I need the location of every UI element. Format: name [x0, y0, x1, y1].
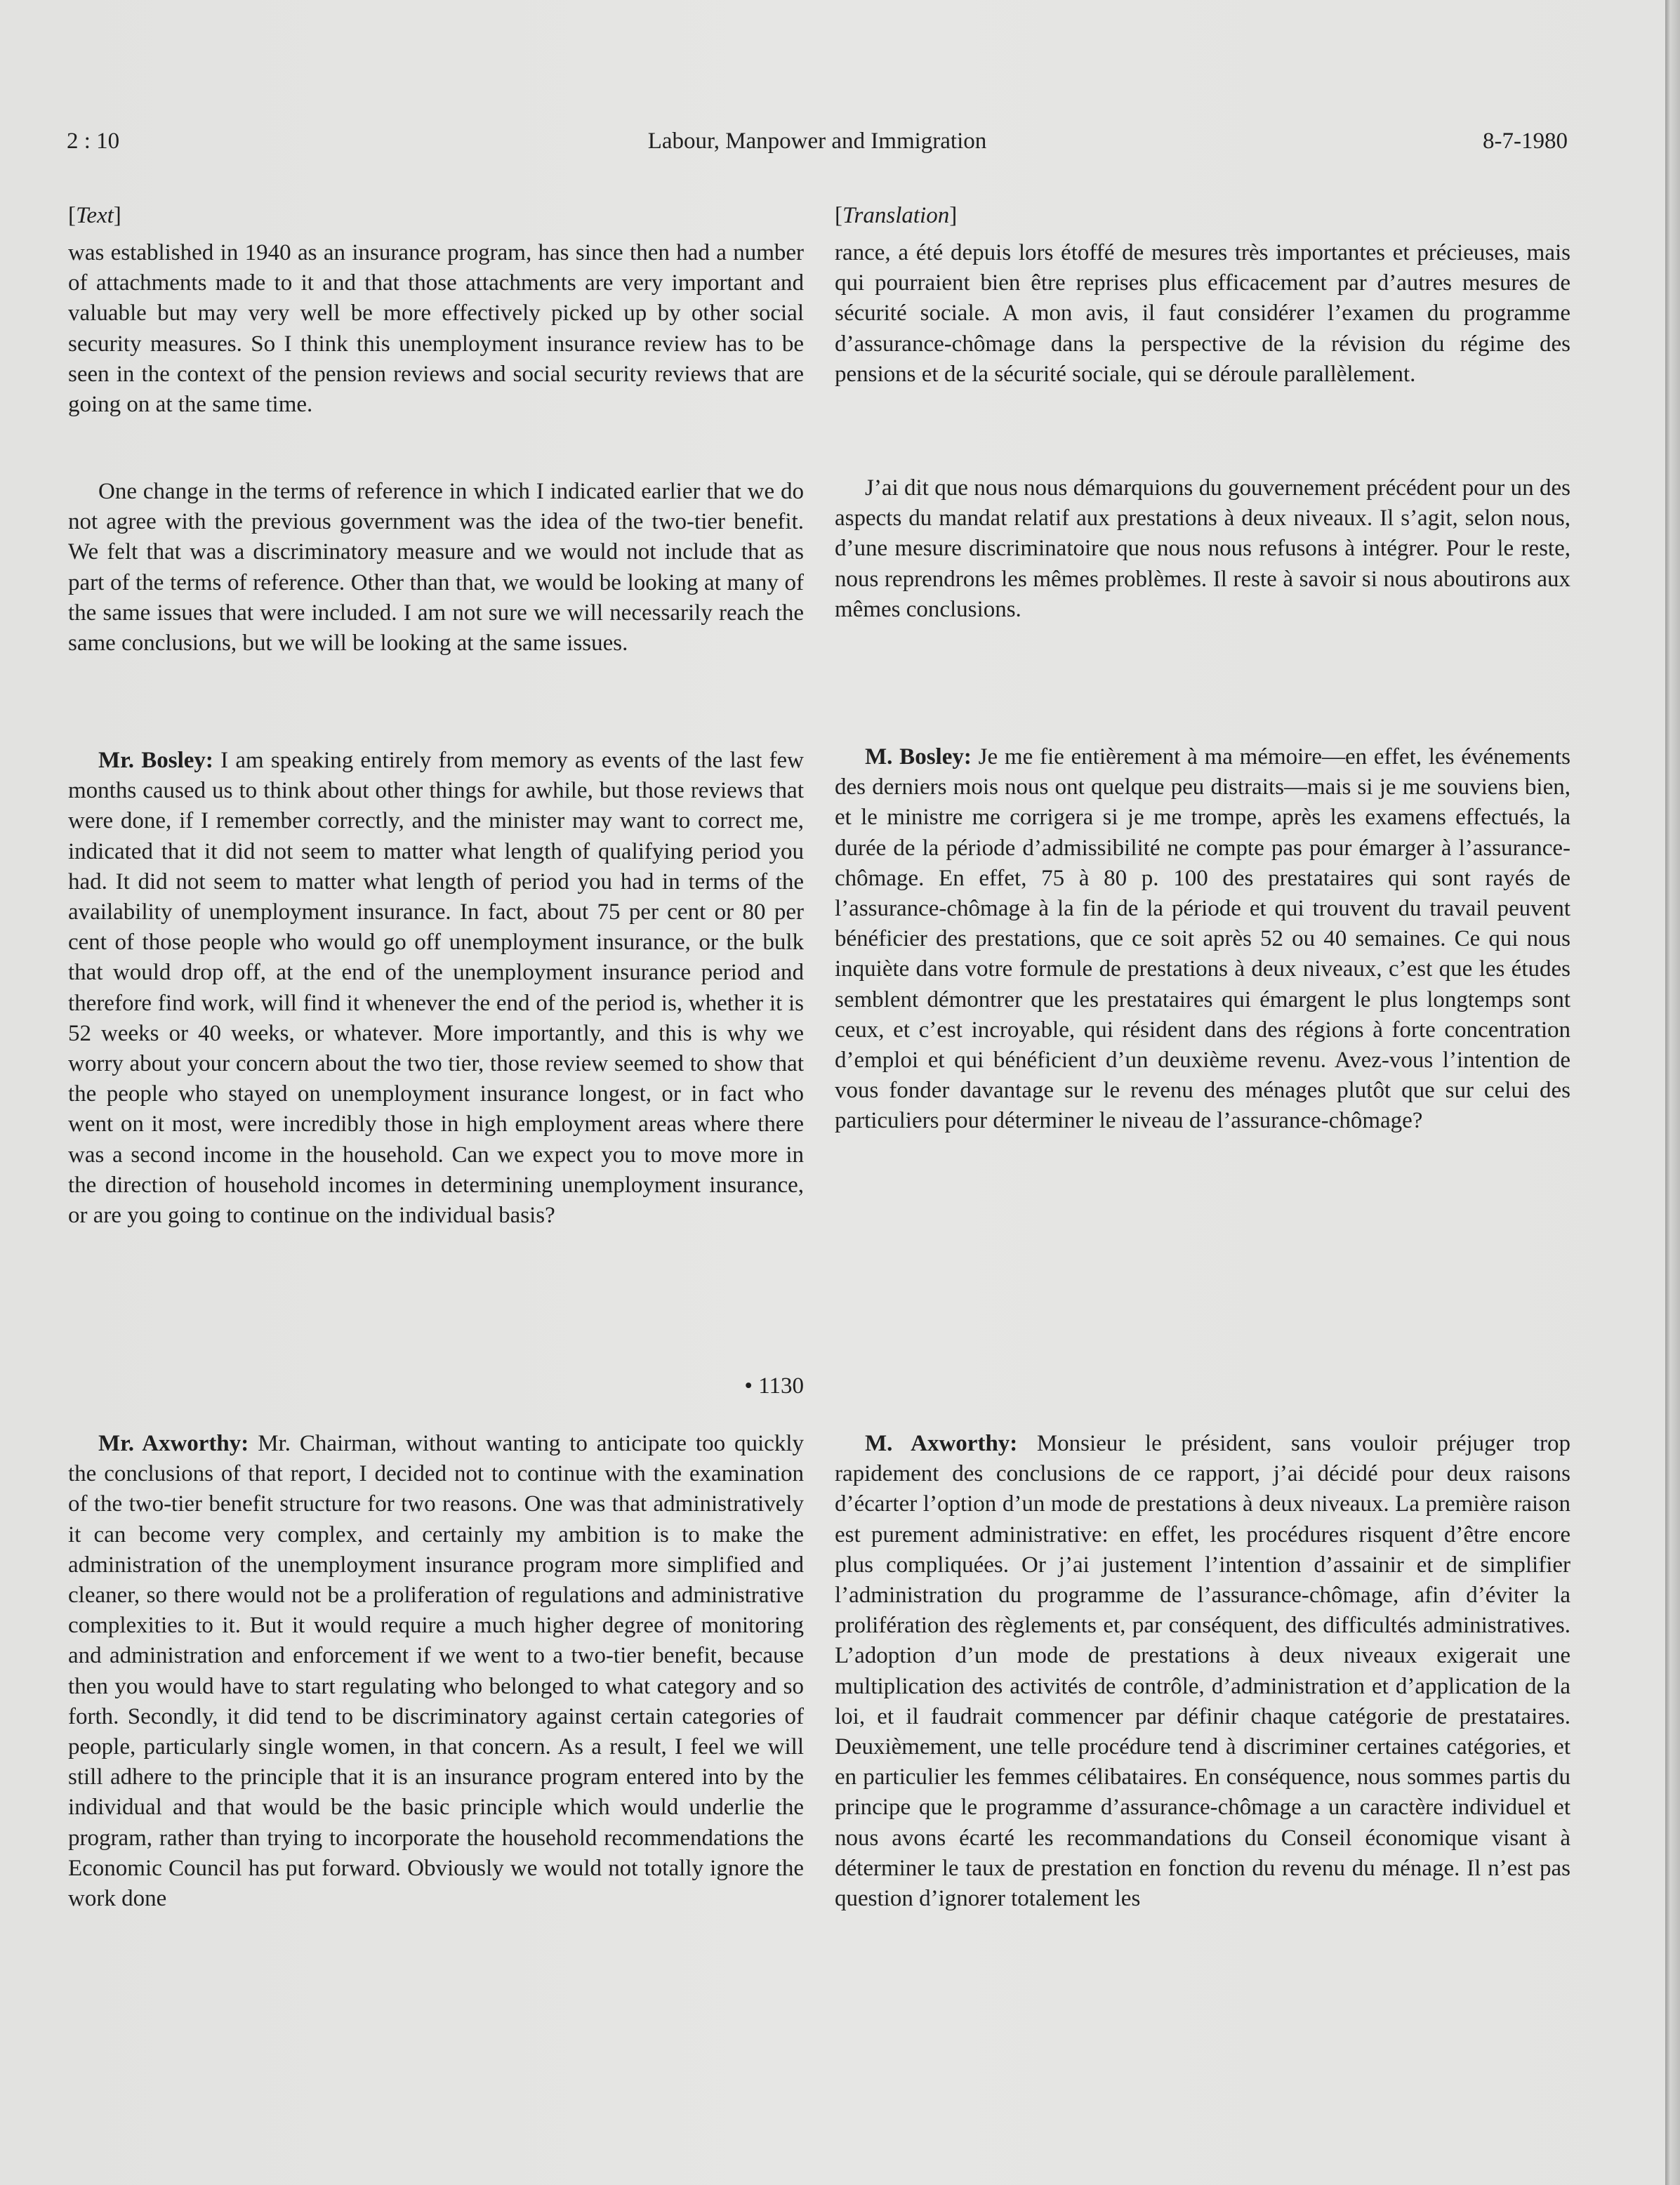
speech-bosley-fr: Je me fie entièrement à ma mémoire—en effet, les événements des derniers mois nous ont quelque peu distraits—mais si je me souviens bien, et le ministre me corrigera si je me trompe, après les examens effectués, la durée de la période d’admissibilité ne compte pas pour émarger à l’assurance-chômage. En effet, 75 à 80 p. 100 des prestataires qui sont rayés de l’assurance-chômage à la fin de la période et qui trouvent du travail peuvent bénéficier des prestations, que ce soit après 52 ou 40 semaines. Ce qui nous inquiète dans votre formule de prestations à deux niveaux, c’est que les études semblent démontrer que les prestataires qui émargent le plus longtemps sont ceux, et c’est incroyable, qui résident dans des régions à forte concentration d’emploi et qui bénéficient d’un deuxième revenu. Avez-vous l’intention de vous fonder davantage sur le revenu des ménages plutôt que sur celui des particuliers pour déterminer le niveau de l’assurance-chômage? — [835, 744, 1571, 1134]
english-paragraph-2: One change in the terms of reference in which I indicated earlier that we do not agree with the previous government was the idea of the two-tier benefit. We felt that was a discriminatory measure and we would not include that as part of the terms of reference. Other than that, we would be looking at many of the same issues that were included. I am not sure we will necessarily reach the same conclusions, but we will be looking at the same issues. — [68, 479, 804, 656]
time-marker: • 1130 — [744, 1373, 804, 1399]
speaker-bosley-en: Mr. Bosley: — [98, 748, 213, 773]
english-label: [Text] — [68, 203, 121, 228]
english-paragraph-1: was established in 1940 as an insurance program, has since then had a number of attachments made to it and that those attachments are very important and valuable but may very well be more effectively picked up by other social security measures. So I think this unemployment insurance review has to be seen in the context of the pension reviews and social security reviews that are going on at the same time. — [68, 240, 804, 418]
speech-bosley-en: I am speaking entirely from memory as events of the last few months caused us to think about other things for awhile, but those reviews that were done, if I remember correctly, and the minister may want to correct me, indicated that it did not seem to matter what length of qualifying period you had. It did not seem to matter what length of period you had in terms of the availability of unemployment insurance. In fact, about 75 per cent or 80 per cent of those people who would go off unemployment insurance, or the bulk that would drop off, at the end of the unemployment insurance period and therefore find work, will find it whenever the end of the period is, whether it is 52 weeks or 40 weeks, or whatever. More importantly, and this is why we worry about your concern about the two tier, those review seemed to show that the people who stayed on unemployment insurance longest, or in fact who went on it most, were incredibly those in high employment areas where there was a second income in the household. Can we expect you to move more in the direction of household incomes in determining unemployment insurance, or are you going to continue on the individual basis? — [68, 748, 804, 1229]
page-header — [67, 124, 1568, 159]
english-paragraph-4 — [68, 1429, 804, 1914]
french-paragraph-3 — [835, 742, 1570, 1137]
french-paragraph-1: rance, a été depuis lors étoffé de mesures très importantes et précieuses, mais qui pourraient bien être reprises plus efficacement par d’autres mesures de sécurité sociale. A mon avis, il faut considérer l’examen du programme d’assurance-chômage dans la perspective de la révision du régime des pensions et de la sécurité sociale, qui se déroule parallèlement. — [835, 240, 1570, 387]
french-label: [Translation] — [835, 203, 958, 228]
french-paragraph-2: J’ai dit que nous nous démarquions du gouvernement précédent pour un des aspects du mandat relatif aux prestations à deux niveaux. Il s’agit, selon nous, d’une mesure discriminatoire que nous nous refusons à intégrer. Pour le reste, nous reprendrons les mêmes problèmes. Il reste à savoir si nous aboutirons aux mêmes conclusions. — [835, 475, 1570, 622]
english-paragraph-3 — [68, 746, 804, 1231]
speaker-axworthy-fr: M. Axworthy: — [865, 1431, 1018, 1456]
english-label-text: Text — [76, 203, 114, 228]
speech-axworthy-en: Mr. Chairman, without wanting to anticipate too quickly the conclusions of that report, I decided not to continue with the examination of the two-tier benefit structure for two reasons. One was that administratively it can become very complex, and certainly my ambition is to make the administration of the unemployment insurance program more simplified and cleaner, so there would not be a proliferation of regulations and administrative complexities to it. But it would require a much higher degree of monitoring and administration and enforcement if we went to a two-tier benefit, because then you would have to start regulating who belonged to what category and so forth. Secondly, it did tend to be discriminatory against certain categories of people, particularly single women, in that concern. As a result, I feel we will still adhere to the principle that it is an insurance program entered into by the individual and that would be the basic principle which would underlie the program, rather than trying to incorporate the household recommendations the Economic Council has put forward. Obviously we would not totally ignore the work done — [68, 1431, 804, 1912]
speech-axworthy-fr: Monsieur le président, sans vouloir préjuger trop rapidement des conclusions de ce rapport, j’ai décidé pour deux raisons d’écarter l’option d’un mode de prestations à deux niveaux. La première raison est purement administrative: en effet, les procédures risquent d’être encore plus compliquées. Or j’ai justement l’intention d’assainir et de simplifier l’administration du programme de l’assurance-chômage, afin d’éviter la prolifération des règlements et, par conséquent, des difficultés administratives. L’adoption d’un mode de prestations à deux niveaux exigerait une multiplication des activités de contrôle, d’administration et d’application de la loi, et il faudrait commencer par définir chaque catégorie de prestataires. Deuxièmement, une telle procédure tend à discriminer certaines catégories, et en particulier les femmes célibataires. En conséquence, nous sommes partis du principe que le programme d’assurance-chômage a un caractère individuel et nous avons écarté les recommandations du Conseil économique visant à déterminer le taux de prestation en fonction du revenu du ménage. Il n’est pas question d’ignorer totalement les — [835, 1431, 1570, 1912]
page-number: 2 : 10 — [67, 128, 120, 154]
page-date: 8-7-1980 — [1483, 128, 1568, 154]
speaker-bosley-fr: M. Bosley: — [865, 744, 972, 770]
speaker-axworthy-en: Mr. Axworthy: — [98, 1431, 249, 1456]
french-label-text: Translation — [842, 203, 950, 228]
page-edge — [1665, 0, 1680, 2185]
french-paragraph-4 — [835, 1429, 1570, 1914]
page-title: Labour, Manpower and Immigration — [647, 128, 987, 154]
